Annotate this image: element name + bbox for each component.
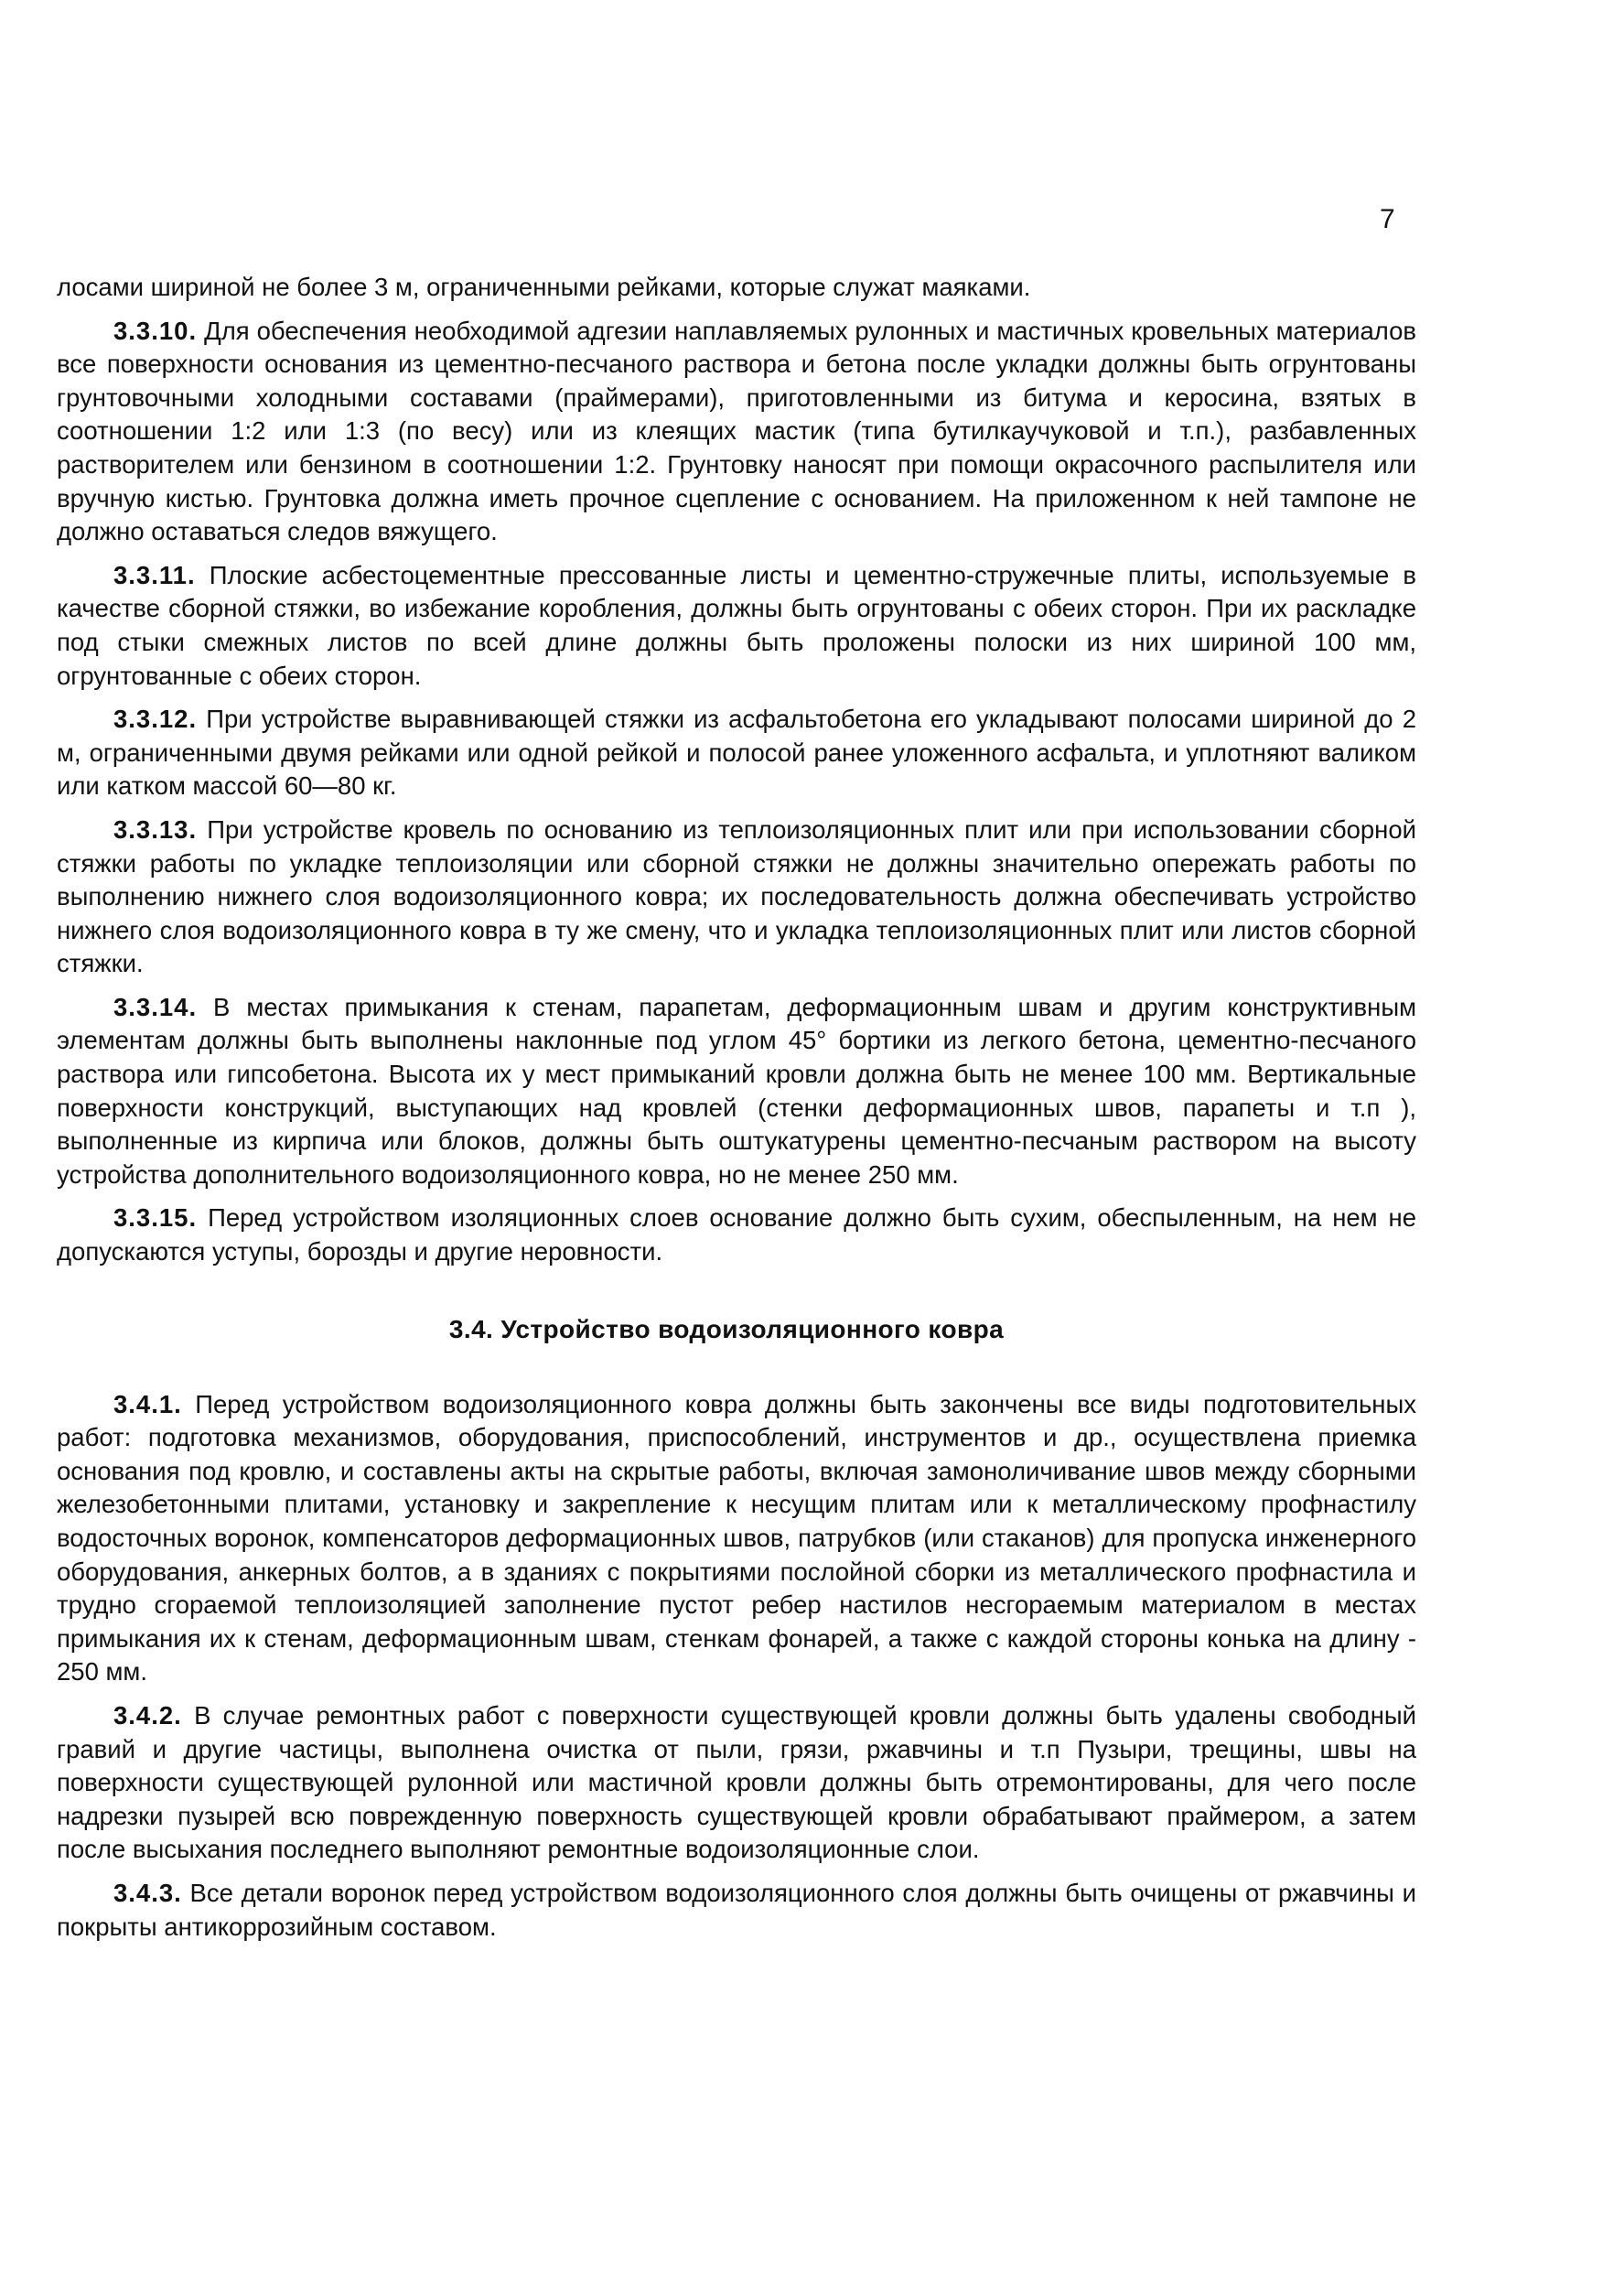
clauses-3-4 xyxy=(57,1388,1416,1945)
clause-text: В случае ремонтных работ с поверхности существующей кровли должны быть удалены свободный гравий и другие частицы, выполнена очистка от пыли, грязи, ржавчины и т.п Пузыри, трещины, швы на поверхности существующей рулонной или мастичной кровли должны быть отремонтированы, для чего после надрезки пузырей всю поврежденную поверхность существующей кровли обрабатывают праймером, а затем после высыхания последнего выполняют ремонтные водоизоляционные слои. xyxy=(57,1700,1417,1864)
clause-text: Перед устройством изоляционных слоев основание должно быть сухим, обеспыленным, на нем не допускаются уступы, борозды и другие неровности. xyxy=(57,1203,1417,1266)
clause-text: Для обеспечения необходимой адгезии наплавляемых рулонных и мастичных кровельных материалов все поверхности основания из цементно-песчаного раствора и бетона после укладки должны быть огрунтованы грунтовочными холодными составами (праймерами), приготовленными из битума и керосина, взятых в соотношении 1:2 или 1:3 (по весу) или из клеящих мастик (типа бутилкаучуковой и т.п.), разбавленных растворителем или бензином в соотношении 1:2. Грунтовку наносят при помощи окрасочного распылителя или вручную кистью. Грунтовка должна иметь прочное сцепление с основанием. На приложенном к ней тампоне не должно оставаться следов вяжущего. xyxy=(57,316,1417,546)
clause-3-3-11 xyxy=(57,559,1416,693)
clause-3-4-2 xyxy=(57,1699,1416,1867)
clause-number: 3.3.11. xyxy=(113,560,196,589)
clause-3-4-1 xyxy=(57,1388,1416,1689)
clause-text: Плоские асбестоцементные прессованные листы и цементно-стружечные плиты, используемые в качестве сборной стяжки, во избежание коробления, должны быть огрунтованы с обеих сторон. При их раскладке под стыки смежных листов по всей длине должны быть проложены полоски из них шириной 100 мм, огрунтованные с обеих сторон. xyxy=(57,560,1416,690)
clause-text: При устройстве выравнивающей стяжки из асфальтобетона его укладывают полосами шириной до 2 м, ограниченными двумя рейками или одной рейкой и полосой ранее уложенного асфальта, и уплотняют валиком или катком массой 60—80 кг. xyxy=(57,705,1417,801)
clause-number: 3.3.15. xyxy=(113,1203,198,1233)
clauses-3-3 xyxy=(57,315,1416,1269)
page-number: 7 xyxy=(1380,204,1395,234)
clause-text: Все детали воронок перед устройством водоизоляционного слоя должны быть очищены от ржавчины и покрыты антикоррозийным составом. xyxy=(57,1878,1417,1941)
clause-3-3-13 xyxy=(57,814,1416,981)
clause-number: 3.4.1. xyxy=(113,1389,182,1418)
clause-number: 3.3.12. xyxy=(113,705,198,734)
clause-number: 3.4.2. xyxy=(113,1700,182,1730)
clause-3-3-15 xyxy=(57,1202,1416,1268)
clause-3-3-10 xyxy=(57,315,1416,549)
clause-text: В местах примыкания к стенам, парапетам, деформационным швам и другим конструктивным элементам должны быть выполнены наклонные под углом 45° бортики из легкого бетона, цементно-песчаного раствора или гипсобетона. Высота их у мест примыканий кровли должна быть не менее 100 мм. Вертикальные поверхности конструкций, выступающих над кровлей (стенки деформационных швов, парапеты и т.п ), выполненные из кирпича или блоков, должны быть оштукатурены цементно-песчаным раствором на высоту устройства дополнительного водоизоляционного ковра, но не менее 250 мм. xyxy=(57,992,1416,1189)
clause-text: Перед устройством водоизоляционного ковра должны быть закончены все виды подготовительных работ: подготовка механизмов, оборудования, приспособлений, инструментов и др., осуществлена приемка основания под кровлю, и составлены акты на скрытые работы, включая замоноличивание швов между сборными железобетонными плитами, установку и закрепление к несущим плитам или к металлическому профнастилу водосточных воронок, компенсаторов деформационных швов, патрубков (или стаканов) для пропуска инженерного оборудования, анкерных болтов, а в зданиях с покрытиями послойной сборки из металлического профнастила и трудно сгораемой теплоизоляцией заполнение пустот ребер настилов несгораемым материалом в местах примыкания их к стенам, деформационным швам, стенкам фонарей, а также с каждой стороны конька на длину - 250 мм. xyxy=(57,1389,1417,1687)
clause-3-3-14 xyxy=(57,991,1416,1192)
clause-3-3-12 xyxy=(57,703,1416,803)
clause-number: 3.3.13. xyxy=(113,814,198,844)
section-heading: 3.4. Устройство водоизоляционного ковра xyxy=(448,1314,1005,1343)
continuation-text: лосами шириной не более 3 м, ограниченными рейками, которые служат маяками. xyxy=(57,273,1031,301)
clause-number: 3.3.14. xyxy=(113,992,198,1021)
clause-number: 3.3.10. xyxy=(113,316,198,345)
clause-3-4-3 xyxy=(57,1877,1416,1944)
clause-text: При устройстве кровель по основанию из теплоизоляционных плит или при использовании сборной стяжки работы по укладке теплоизоляции или сборной стяжки не должны значительно опережать работы по выполнению нижнего слоя водоизоляционного ковра; их последовательность должна обеспечивать устройство нижнего слоя водоизоляционного ковра в ту же смену, что и укладка теплоизоляционных плит или листов сборной стяжки. xyxy=(57,814,1416,978)
clause-number: 3.4.3. xyxy=(113,1878,182,1907)
document-body xyxy=(57,271,1416,1954)
